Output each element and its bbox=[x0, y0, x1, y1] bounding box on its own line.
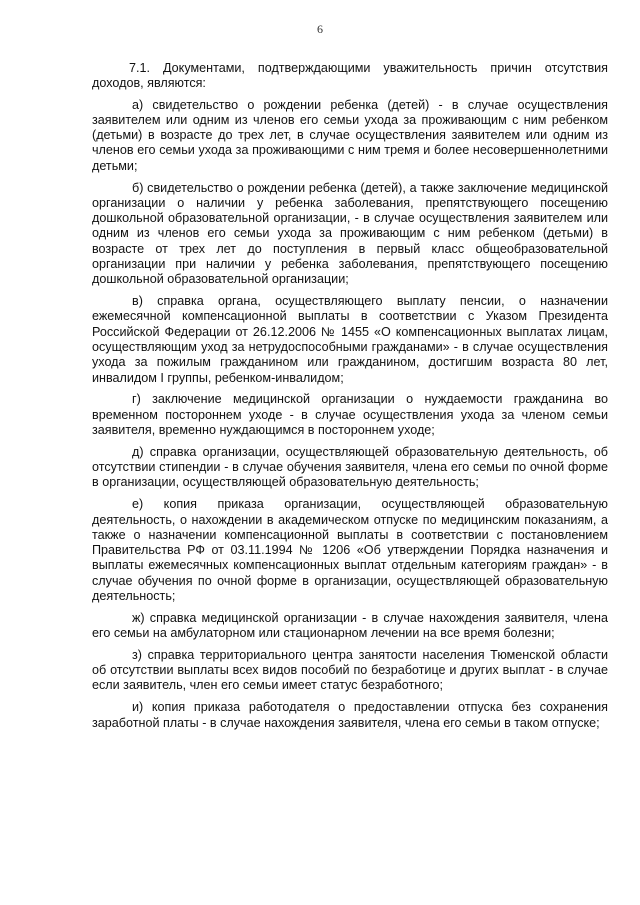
list-item-v: в) справка органа, осуществляющего выплату пенсии, о назначении ежемесячной компенсационной выплаты в соответствии с Указом Президента Российской Федерации от 26.12.2006 № 1455 «О компенсационных выплатах лицам, осуществляющим уход за нетрудоспособными гражданами» - в случае осуществления ухода за пожилым гражданином или гражданином, достигшим возраста 80 лет, инвалидом I группы, ребенком-инвалидом; bbox=[92, 294, 608, 385]
section-intro: 7.1. Документами, подтверждающими уважительность причин отсутствия доходов, являются: bbox=[92, 61, 608, 91]
page-number: 6 bbox=[317, 22, 323, 36]
list-item-g: г) заключение медицинской организации о нуждаемости гражданина во временном постороннем уходе - в случае осуществления ухода за членом семьи заявителя, временно нуждающимся в постороннем уходе; bbox=[92, 392, 608, 438]
list-item-d: д) справка организации, осуществляющей образовательную деятельность, об отсутствии стипендии - в случае обучения заявителя, члена его семьи по очной форме в организации, осуществляющей образовательную деятельность; bbox=[92, 444, 608, 490]
list-item-z: з) справка территориального центра занятости населения Тюменской области об отсутствии выплаты всех видов пособий по безработице и других выплат - в случае если заявитель, член его семьи имеет статус безработного; bbox=[92, 647, 608, 693]
list-item-zh: ж) справка медицинской организации - в случае нахождения заявителя, члена его семьи на амбулаторном или стационарном лечении на все время болезни; bbox=[92, 610, 608, 641]
list-item-i: и) копия приказа работодателя о предоставлении отпуска без сохранения заработной платы - в случае нахождения заявителя, члена его семьи в таком отпуске; bbox=[92, 700, 608, 730]
list-item-e: е) копия приказа организации, осуществляющей образовательную деятельность, о нахождении в академическом отпуске по медицинским показаниям, а также о назначении компенсационной выплаты в соответствии с постановлением Правительства РФ от 03.11.1994 № 1206 «Об утверждении Порядка назначения и выплаты ежемесячных компенсационных выплат отдельным категориям граждан» - в случае обучения по очной форме в организации, осуществляющей образовательную деятельность; bbox=[92, 497, 608, 603]
list-item-b: б) свидетельство о рождении ребенка (детей), а также заключение медицинской организации о наличии у ребенка заболевания, препятствующего посещению дошкольной образовательной организации, - в случае осуществления заявителем или одним из членов его семьи ухода за проживающим с ним ребенком (детьми) в возрасте от трех лет до поступления в первый класс общеобразовательной организации при наличии у ребенка заболевания, препятствующего посещению дошкольной образовательной организации; bbox=[92, 180, 608, 287]
list-item-a: а) свидетельство о рождении ребенка (детей) - в случае осуществления заявителем или одним из членов его семьи ухода за проживающим с ним ребенком (детьми) в возрасте до трех лет, в случае осуществления заявителем или одним из членов его семьи ухода за проживающими с ним тремя и более несовершеннолетними детьми; bbox=[92, 97, 608, 173]
document-body bbox=[92, 61, 608, 737]
